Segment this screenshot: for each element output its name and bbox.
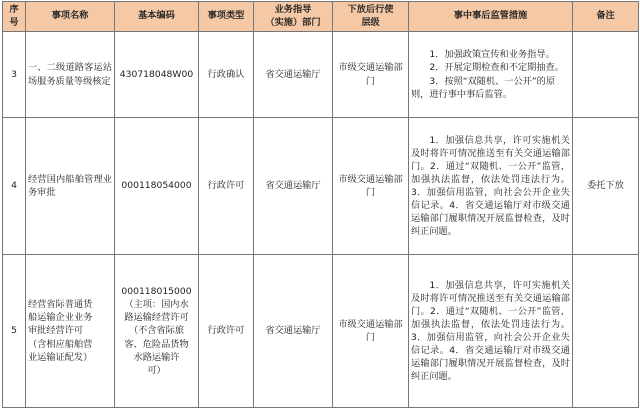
cell-seq: 5 [3, 255, 26, 408]
header-type: 事项类型 [199, 2, 254, 32]
table-row [3, 118, 639, 255]
cell-type: 行政许可 [199, 118, 254, 255]
cell-seq: 3 [3, 32, 26, 118]
header-dept-line2: （实施）部门 [265, 16, 321, 28]
cell-remarks [573, 255, 639, 408]
code-line: 000118015000 [121, 286, 192, 298]
cell-level: 市级交通运输部门 [333, 32, 409, 118]
header-measures: 事中事后监管措施 [409, 2, 573, 32]
cell-measures: 1．加强信息共享，许可实施机关及时将许可情况推送至有关交通运输部门。2．通过“双随机、一公开”监管，加强执法监督，依法处罚违法行为。3．加强信用监管，向社会公开企业失信记录。4．省交通运输厅对市级交通运输部门履职情况开展监督检查，及时纠正问题。 [409, 118, 573, 255]
table-row [3, 32, 639, 118]
cell-type: 行政许可 [199, 255, 254, 408]
code-line: 客、危险品货物 [124, 338, 189, 350]
measure-item: 3．按照“双随机、一公开”的原则，进行事中事后监管。 [411, 75, 556, 100]
cell-level: 市级交通运输部门 [333, 255, 409, 408]
cell-name [26, 255, 115, 408]
document-page [0, 1, 640, 406]
header-name: 事项名称 [26, 2, 115, 32]
header-level-line2: 层级 [361, 16, 380, 28]
code-line: 水路运输许 [133, 351, 180, 363]
measure-item: 2．开展定期检查和不定期抽查。 [429, 62, 564, 74]
name-line: 经营省际普通货 [28, 299, 93, 311]
cell-measures [409, 32, 573, 118]
cell-dept: 省交通运输厅 [254, 118, 333, 255]
cell-name: 经营国内船舶管理业务审批 [26, 118, 115, 255]
code-line: 路运输经营许可 [124, 312, 189, 324]
cell-remarks [573, 32, 639, 118]
cell-dept: 省交通运输厅 [254, 255, 333, 408]
cell-name: 一、二级道路客运站场服务质量等级核定 [26, 32, 115, 118]
code-line: 可） [147, 364, 166, 376]
cell-code: 000118054000 [115, 118, 199, 255]
header-code: 基本编码 [115, 2, 199, 32]
name-line: 船运输企业业务 [28, 312, 93, 324]
cell-type: 行政确认 [199, 32, 254, 118]
name-line: 业运输证配发） [28, 351, 93, 363]
code-line: （不含省际旅 [128, 325, 185, 337]
name-line: 审批经营许可 [28, 325, 84, 337]
name-line: （含相应船舶营 [28, 338, 93, 350]
supervision-table [2, 1, 639, 408]
header-remarks: 备注 [573, 2, 639, 32]
code-line: （主项：国内水 [124, 299, 189, 311]
cell-level: 市级交通运输部门 [333, 118, 409, 255]
cell-code: 430718048W00 [115, 32, 199, 118]
measure-item: 1．加强政策宣传和业务指导。 [429, 49, 555, 61]
cell-dept: 省交通运输厅 [254, 32, 333, 118]
cell-code [115, 255, 199, 408]
cell-seq: 4 [3, 118, 26, 255]
table-header-row [3, 2, 639, 32]
table-row [3, 255, 639, 408]
header-dept-line1: 业务指导 [274, 4, 312, 16]
cell-remarks: 委托下放 [573, 118, 639, 255]
cell-measures: 1．加强信息共享，许可实施机关及时将许可情况推送至有关交通运输部门。2．通过“双随机、一公开”监管，加强执法监督，依法处罚违法行为。3．加强信用监管，向社会公开企业失信记录。4．省交通运输厅对市级交通运输部门履职情况开展监督检查，及时纠正问题。 [409, 255, 573, 408]
header-level-line1: 下放后行使 [347, 4, 394, 16]
header-level [333, 2, 409, 32]
header-dept [254, 2, 333, 32]
header-seq: 序号 [3, 2, 26, 32]
